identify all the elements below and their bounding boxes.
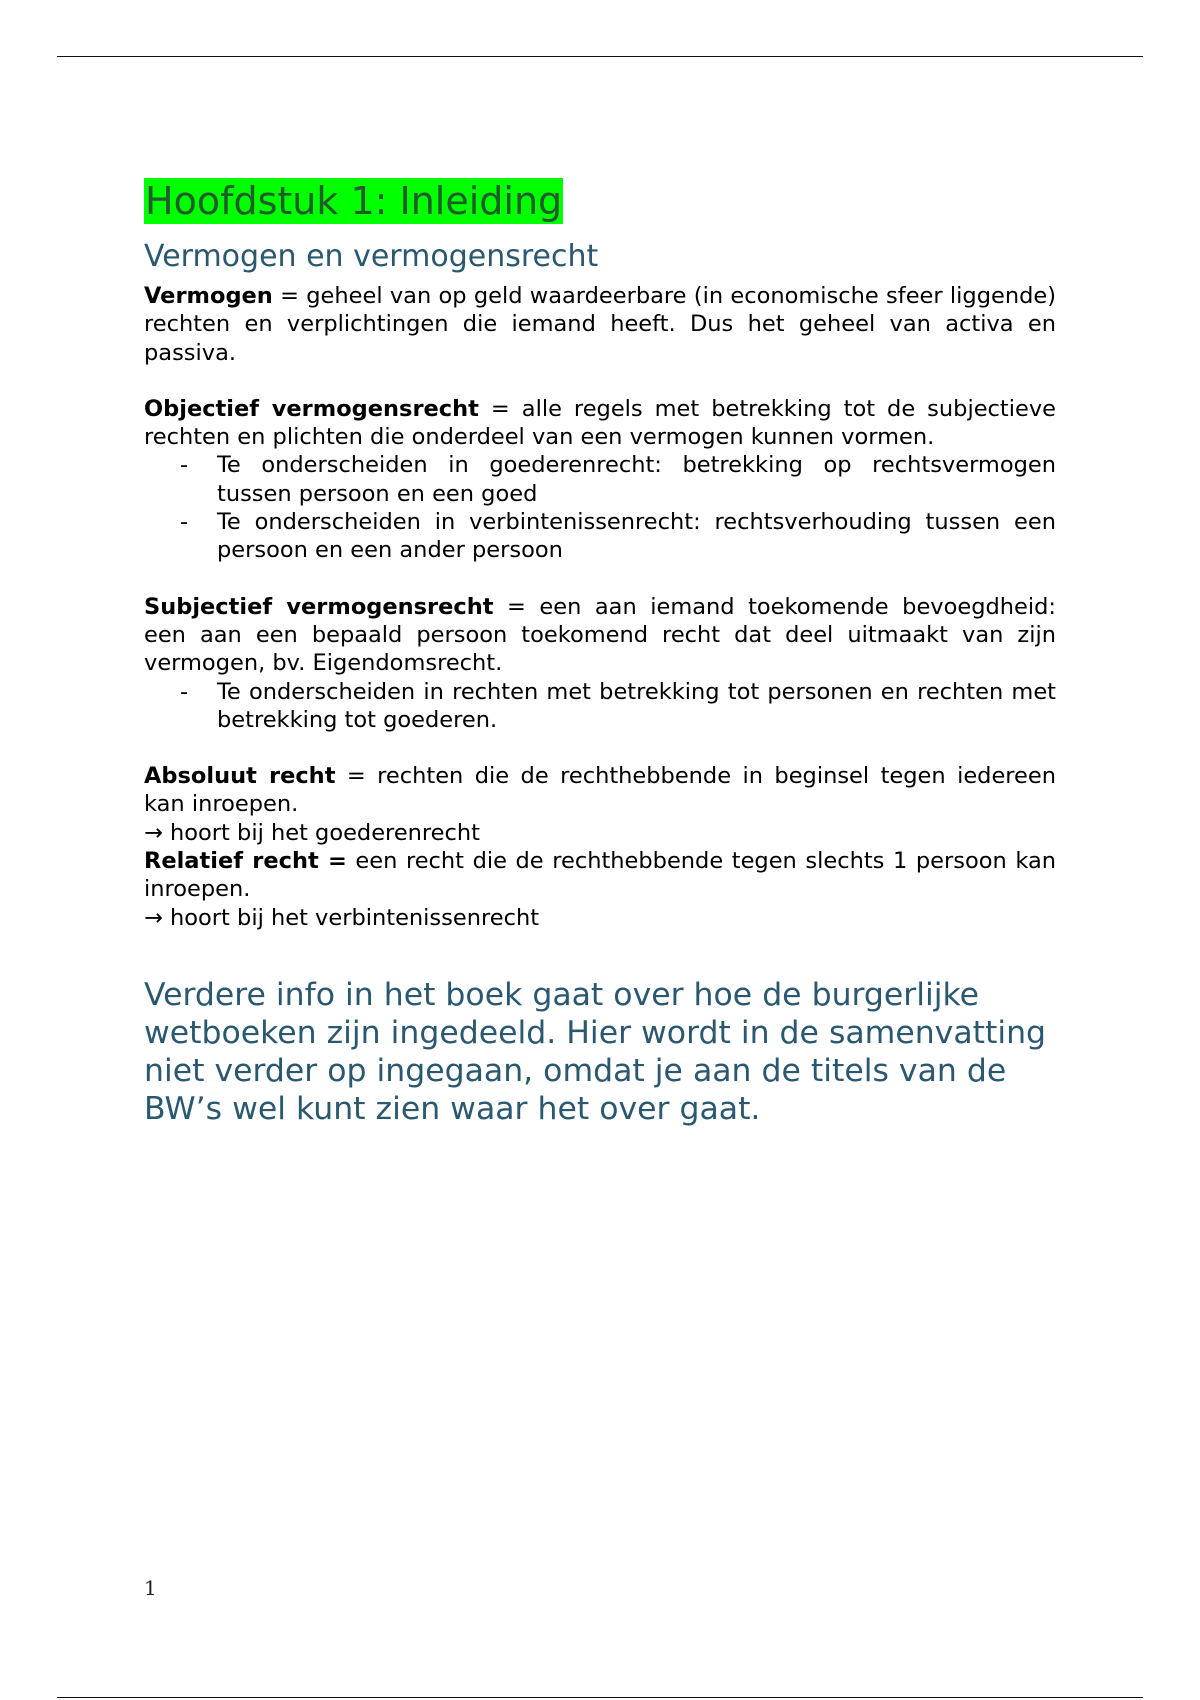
page-content	[144, 178, 1056, 1128]
closing-remark: Verdere info in het boek gaat over hoe de burgerlijke wetboeken zijn ingedeeld. Hier wordt in de samenvatting niet verder op ingegaan, omdat je aan de titels van de BW’s wel kunt zien waar het over gaat.	[144, 976, 1047, 1127]
absoluut-note-text: hoort bij het goederenrecht	[170, 819, 480, 846]
vermogen-text: = geheel van op geld waardeerbare (in economische sfeer liggende) rechten en verplichtingen die iemand heeft. Dus het geheel van activa en passiva.	[144, 283, 1056, 366]
absoluut-definition	[144, 762, 1056, 819]
bullet-dash: -	[180, 678, 189, 705]
list-item	[144, 508, 1056, 565]
absoluut-text: = rechten die de rechthebbende in beginsel tegen iedereen kan inroepen.	[144, 763, 1056, 818]
header-rule	[57, 56, 1143, 57]
subjectief-text: = een aan iemand toekomende bevoegdheid: een aan een bepaald persoon toekomend recht dat deel uitmaakt van zijn vermogen, bv. Eigendomsrecht.	[144, 593, 1056, 677]
vermogen-term: Vermogen	[144, 283, 273, 309]
arrow-right-icon: →	[144, 819, 163, 846]
absoluut-note	[144, 819, 1056, 847]
subjectief-bullet-list	[144, 678, 1056, 735]
arrow-right-icon: →	[144, 904, 163, 931]
subjectief-term: Subjectief vermogensrecht	[144, 593, 494, 620]
list-item-text: Te onderscheiden in verbintenissenrecht: rechtsverhouding tussen een persoon en een ander persoon	[217, 509, 1056, 564]
list-item	[144, 678, 1056, 735]
footer-rule	[57, 1697, 1143, 1698]
bullet-dash: -	[180, 509, 189, 536]
objectief-term: Objectief vermogensrecht	[144, 395, 479, 422]
bullet-dash: -	[180, 452, 189, 479]
list-item	[144, 451, 1056, 508]
vermogen-definition	[144, 282, 1056, 367]
section-heading: Vermogen en vermogensrecht	[144, 239, 599, 274]
relatief-note	[144, 904, 1056, 932]
list-item-text: Te onderscheiden in rechten met betrekking tot personen en rechten met betrekking tot goederen.	[217, 678, 1056, 733]
subjectief-definition	[144, 593, 1056, 678]
relatief-note-text: hoort bij het verbintenissenrecht	[170, 904, 540, 931]
objectief-text: = alle regels met betrekking tot de subjectieve rechten en plichten die onderdeel van een vermogen kunnen vormen.	[144, 395, 1056, 451]
page-number: 1	[144, 1576, 157, 1600]
chapter-heading: Hoofdstuk 1: Inleiding	[145, 179, 563, 223]
objectief-bullet-list	[144, 451, 1056, 564]
objectief-definition	[144, 395, 1056, 452]
relatief-definition	[144, 847, 1056, 904]
absoluut-term: Absoluut recht	[144, 763, 336, 790]
relatief-text: een recht die de rechthebbende tegen slechts 1 persoon kan inroepen.	[144, 848, 1056, 903]
relatief-term: Relatief recht =	[144, 848, 347, 875]
list-item-text: Te onderscheiden in goederenrecht: betrekking op rechtsvermogen tussen persoon en een goed	[217, 452, 1056, 507]
